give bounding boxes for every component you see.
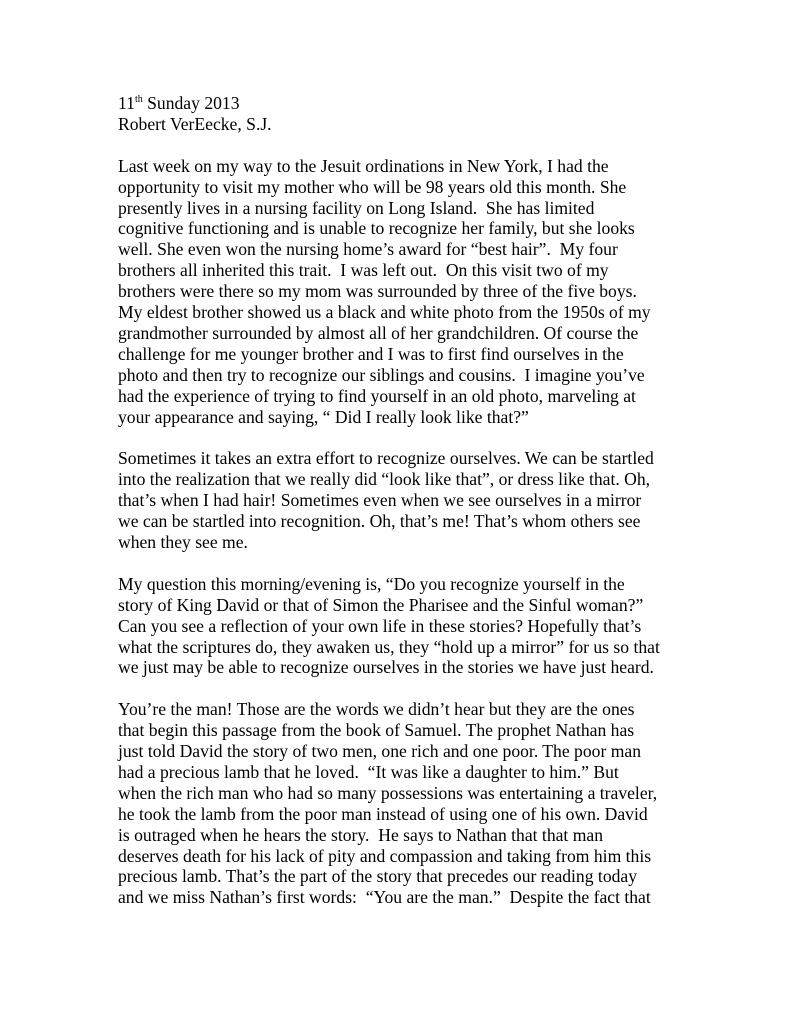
text-line: when the rich man who had so many possessions was entertaining a traveler,	[118, 782, 658, 803]
author-name: Robert VerEecke, S.J.	[118, 113, 272, 134]
text-line: Can you see a reflection of your own life in these stories? Hopefully that’s	[118, 615, 642, 636]
text-line: photo and then try to recognize our siblings and cousins. I imagine you’ve	[118, 364, 645, 385]
text-line: opportunity to visit my mother who will be 98 years old this month. She	[118, 176, 627, 197]
text-line: My eldest brother showed us a black and white photo from the 1950s of my	[118, 302, 651, 323]
text-line: story of King David or that of Simon the Pharisee and the Sinful woman?”	[118, 594, 644, 615]
text-line: deserves death for his lack of pity and compassion and taking from him this	[118, 845, 652, 866]
text-line: had a precious lamb that he loved. “It was like a daughter to him.” But	[118, 761, 619, 782]
text-line: we can be startled into recognition. Oh, that’s me! That’s whom others see	[118, 511, 641, 532]
text-line: he took the lamb from the poor man instead of using one of his own. David	[118, 803, 648, 824]
text-line: Last week on my way to the Jesuit ordinations in New York, I had the	[118, 155, 609, 176]
text-line: cognitive functioning and is unable to recognize her family, but she looks	[118, 218, 635, 239]
text-line: when they see me.	[118, 532, 248, 552]
text-line: brothers were there so my mom was surrounded by three of the five boys.	[118, 281, 637, 302]
text-line: challenge for me younger brother and I was to first find ourselves in the	[118, 343, 624, 364]
paragraph	[118, 448, 731, 553]
text-line: presently lives in a nursing facility on Long Island. She has limited	[118, 197, 595, 218]
text-line: just told David the story of two men, one rich and one poor. The poor man	[118, 741, 641, 762]
text-line: well. She even won the nursing home’s award for “best hair”. My four	[118, 239, 618, 260]
text-line: that’s when I had hair! Sometimes even when we see ourselves in a mirror	[118, 490, 642, 511]
text-line: Sometimes it takes an extra effort to recognize ourselves. We can be startled	[118, 448, 654, 469]
text-line: My question this morning/evening is, “Do you recognize yourself in the	[118, 573, 625, 594]
text-line: and we miss Nathan’s first words: “You are the man.” Despite the fact that	[118, 887, 651, 908]
paragraph	[118, 574, 731, 679]
document-heading	[118, 93, 731, 135]
text-line: is outraged when he hears the story. He says to Nathan that that man	[118, 824, 603, 845]
text-line: into the realization that we really did “look like that”, or dress like that. Oh,	[118, 469, 651, 490]
date-number: 11	[118, 93, 135, 113]
text-line: grandmother surrounded by almost all of her grandchildren. Of course the	[118, 322, 639, 343]
paragraph	[118, 156, 731, 428]
date-rest: Sunday 2013	[142, 93, 240, 113]
homily-date	[118, 93, 731, 114]
text-line: You’re the man! Those are the words we didn’t hear but they are the ones	[118, 699, 635, 720]
date-suffix: th	[134, 94, 143, 105]
paragraph	[118, 699, 731, 908]
text-line: had the experience of trying to find yourself in an old photo, marveling at	[118, 385, 636, 406]
text-line: precious lamb. That’s the part of the story that precedes our reading today	[118, 866, 638, 887]
text-line: brothers all inherited this trait. I was left out. On this visit two of my	[118, 260, 609, 281]
text-line: your appearance and saying, “ Did I really look like that?”	[118, 406, 529, 427]
text-line: what the scriptures do, they awaken us, they “hold up a mirror” for us so that	[118, 636, 660, 657]
text-line: we just may be able to recognize ourselves in the stories we have just heard.	[118, 657, 654, 678]
text-line: that begin this passage from the book of Samuel. The prophet Nathan has	[118, 720, 635, 741]
document-body	[118, 156, 731, 909]
